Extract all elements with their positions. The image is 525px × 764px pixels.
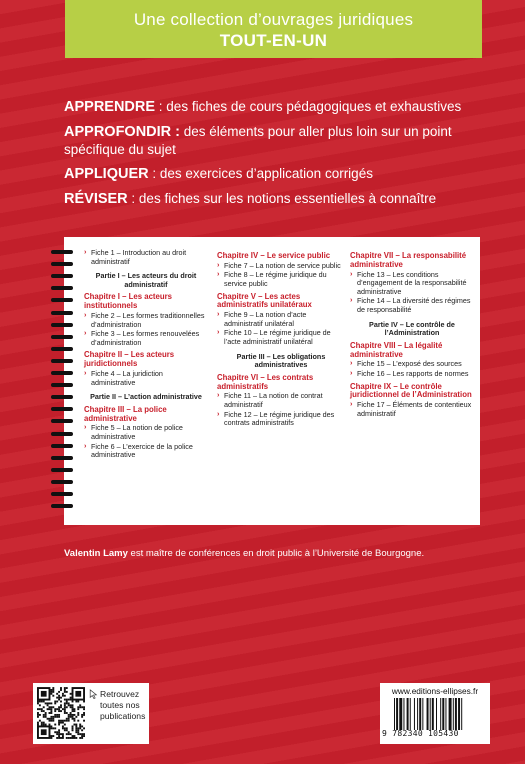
qr-block — [33, 683, 149, 744]
cursor-icon — [89, 689, 98, 699]
spiral-ring — [51, 323, 73, 327]
qr-code-icon — [37, 687, 85, 739]
toc-chapter: Chapitre I – Les acteurs institutionnels — [84, 292, 172, 311]
toc-fiche: › Fiche 12 – Le régime juridique des contrats administratifs — [217, 411, 345, 428]
intro-section — [64, 98, 484, 215]
toc-chapter: Chapitre VII – La responsabilité administrative — [350, 251, 467, 269]
publisher-url[interactable]: www.editions-ellipses.fr — [391, 686, 479, 696]
toc-chapter: Chapitre II – Les acteurs juridictionnels — [84, 350, 175, 369]
spiral-ring — [51, 274, 73, 278]
intro-reviser: RÉVISER : des fiches sur les notions essentielles à connaître — [64, 191, 437, 207]
spiral-ring — [51, 456, 73, 460]
toc-fiche: › Fiche 13 – Les conditions d’engagement de la responsabilité administrative — [350, 271, 474, 297]
toc-part: Partie II – L’action administrative — [90, 392, 202, 402]
spiral-ring — [51, 250, 73, 254]
toc-fiche: › Fiche 9 – La notion d’acte administratif unilatéral — [217, 311, 345, 328]
spiral-ring — [51, 286, 73, 290]
toc-fiche: › Fiche 7 – La notion de service public — [217, 262, 345, 271]
spiral-ring — [51, 419, 73, 423]
toc-fiche: › Fiche 17 – Éléments de contentieux administratif — [350, 401, 474, 418]
spiral-ring — [51, 468, 73, 472]
toc-part: Partie IV – Le contrôle de l’Administration — [369, 319, 455, 338]
spiral-ring — [51, 298, 73, 302]
spiral-ring — [51, 395, 73, 399]
intro-approfondir: APPROFONDIR : des éléments pour aller plus loin sur un point spécifique du sujet — [64, 124, 452, 157]
barcode-block — [380, 683, 490, 744]
toc-fiche: › Fiche 4 – La juridiction administrative — [84, 370, 208, 387]
toc-chapter: Chapitre V – Les actes administratifs unilatéraux — [217, 291, 312, 310]
toc-chapter: Chapitre IX – Le contrôle juridictionnel de l’Administration — [350, 381, 472, 400]
toc-fiche: › Fiche 1 – Introduction au droit administratif — [84, 249, 208, 266]
isbn-number: 9 782340 105430 — [382, 729, 459, 738]
toc-column-1 — [84, 248, 208, 460]
toc-part: Partie I – Les acteurs du droit administratif — [95, 271, 197, 289]
collection-banner — [65, 0, 482, 58]
toc-chapter: Chapitre III – La police administrative — [84, 404, 167, 423]
spiral-ring — [51, 262, 73, 266]
intro-appliquer: APPLIQUER : des exercices d’application corrigés — [64, 166, 373, 182]
table-of-contents-card — [64, 237, 480, 525]
toc-fiche: › Fiche 6 – L’exercice de la police administrative — [84, 443, 208, 460]
spiral-ring — [51, 492, 73, 496]
spiral-ring — [51, 359, 73, 363]
toc-fiche: › Fiche 16 – Les rapports de normes — [350, 370, 474, 379]
banner-line1: Une collection d’ouvrages juridiques — [133, 10, 414, 29]
spiral-ring — [51, 407, 73, 411]
toc-fiche: › Fiche 14 – La diversité des régimes de responsabilité — [350, 297, 474, 314]
spiral-ring — [51, 383, 73, 387]
spiral-ring — [51, 480, 73, 484]
toc-column-2 — [217, 248, 345, 428]
toc-fiche: › Fiche 15 – L’exposé des sources — [350, 360, 474, 369]
toc-column-3 — [350, 248, 474, 418]
intro-apprendre: APPRENDRE : des fiches de cours pédagogiques et exhaustives — [64, 99, 462, 115]
spiral-ring — [51, 444, 73, 448]
spiral-ring — [51, 432, 73, 436]
spiral-ring — [51, 371, 73, 375]
retrouvez-text: Retrouvez toutes nos publications — [100, 689, 146, 721]
spiral-ring — [51, 347, 73, 351]
toc-fiche: › Fiche 10 – Le régime juridique de l’acte administratif unilatéral — [217, 329, 345, 346]
toc-part: Partie III – Les obligations administratives — [236, 351, 326, 370]
toc-fiche: › Fiche 5 – La notion de police administrative — [84, 424, 208, 441]
author-line: Valentin Lamy est maître de conférences en droit public à l’Université de Bourgogne. — [64, 548, 425, 559]
toc-fiche: › Fiche 11 – La notion de contrat administratif — [217, 392, 345, 409]
toc-chapter: Chapitre IV – Le service public — [217, 251, 331, 260]
toc-fiche: › Fiche 2 – Les formes traditionnelles d’administration — [84, 312, 208, 329]
banner-line2: TOUT-EN-UN — [219, 31, 328, 50]
barcode-icon — [394, 698, 486, 732]
toc-chapter: Chapitre VIII – La légalité administrative — [350, 340, 443, 359]
toc-chapter: Chapitre VI – Les contrats administratifs — [217, 372, 314, 391]
spiral-ring — [51, 311, 73, 315]
toc-fiche: › Fiche 8 – Le régime juridique du service public — [217, 271, 345, 288]
toc-fiche: › Fiche 3 – Les formes renouvelées d’administration — [84, 330, 208, 347]
spiral-ring — [51, 335, 73, 339]
spiral-ring — [51, 504, 73, 508]
